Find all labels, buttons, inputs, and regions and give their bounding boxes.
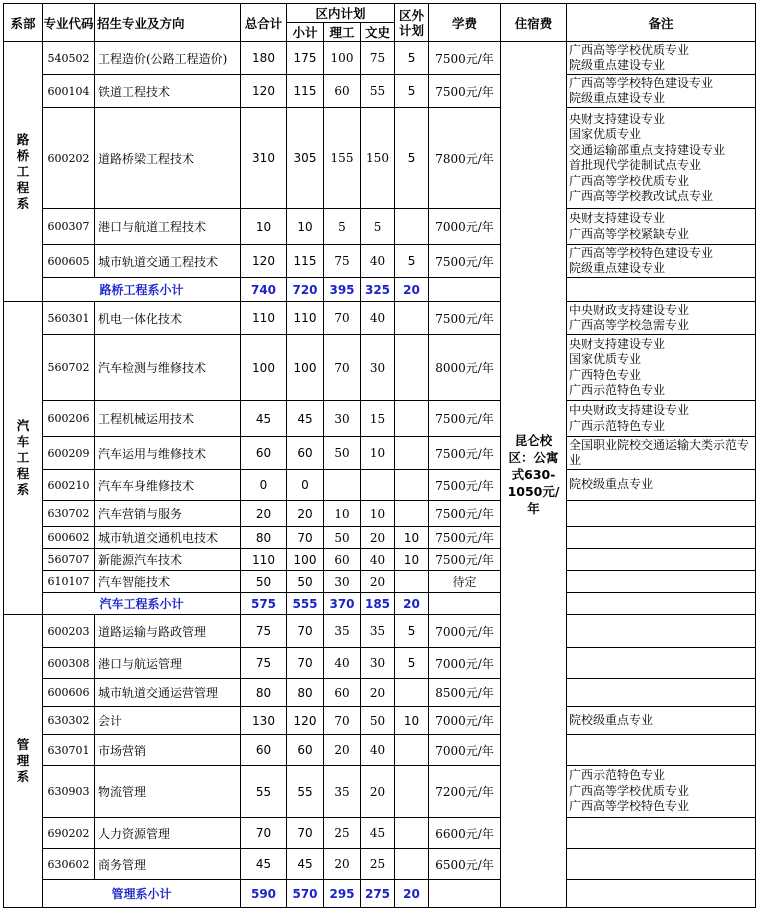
table-row (4, 108, 756, 209)
total-count: 70 (241, 818, 287, 849)
major-code: 600202 (43, 108, 95, 209)
major-code: 600605 (43, 245, 95, 278)
remarks-cell (567, 302, 756, 335)
inner-subtotal: 20 (287, 501, 324, 527)
major-code: 600210 (43, 470, 95, 501)
header-major: 招生专业及方向 (95, 4, 241, 42)
remark-line: 广西高等学校特色建设专业 (569, 75, 714, 90)
arts-count: 50 (361, 707, 395, 735)
header-lodging: 住宿费 (501, 4, 567, 42)
tuition-fee: 6500元/年 (429, 849, 501, 880)
science-count: 50 (324, 527, 361, 549)
major-name: 城市轨道交通运营管理 (95, 679, 241, 707)
total-count: 180 (241, 42, 287, 75)
tuition-fee: 7000元/年 (429, 735, 501, 766)
subtotal-row (4, 593, 756, 615)
remarks-cell (567, 401, 756, 437)
arts-count: 10 (361, 437, 395, 470)
tuition-fee: 7500元/年 (429, 470, 501, 501)
remark-line: 央财支持建设专业 (569, 111, 666, 126)
remarks-cell (567, 849, 756, 880)
major-name: 铁道工程技术 (95, 75, 241, 108)
major-code: 560301 (43, 302, 95, 335)
major-code: 630903 (43, 766, 95, 818)
outer-count (395, 849, 429, 880)
tuition-fee: 8000元/年 (429, 335, 501, 401)
total-count: 130 (241, 707, 287, 735)
table-body (4, 42, 756, 908)
science-count: 5 (324, 209, 361, 245)
table-row (4, 766, 756, 818)
header-fee: 学费 (429, 4, 501, 42)
header-total: 总合计 (241, 4, 287, 42)
science-count: 50 (324, 437, 361, 470)
major-name: 汽车运用与维修技术 (95, 437, 241, 470)
outer-count: 5 (395, 75, 429, 108)
inner-subtotal: 80 (287, 679, 324, 707)
inner-subtotal: 60 (287, 735, 324, 766)
remark-line: 广西高等学校紧缺专业 (569, 226, 690, 241)
subtotal-fee (429, 880, 501, 908)
table-row (4, 501, 756, 527)
science-count: 35 (324, 615, 361, 648)
remarks-cell (567, 679, 756, 707)
inner-subtotal: 115 (287, 75, 324, 108)
total-count: 310 (241, 108, 287, 209)
table-row (4, 707, 756, 735)
subtotal-science: 295 (324, 880, 361, 908)
major-name: 工程造价(公路工程造价) (95, 42, 241, 75)
outer-count (395, 302, 429, 335)
science-count: 100 (324, 42, 361, 75)
remarks-cell (567, 501, 756, 527)
major-name: 汽车车身维修技术 (95, 470, 241, 501)
science-count: 30 (324, 571, 361, 593)
tuition-fee: 7500元/年 (429, 302, 501, 335)
table-row (4, 245, 756, 278)
header-dept: 系部 (4, 4, 43, 42)
table-row (4, 527, 756, 549)
table-row (4, 549, 756, 571)
total-count: 120 (241, 75, 287, 108)
tuition-fee: 7000元/年 (429, 707, 501, 735)
major-name: 商务管理 (95, 849, 241, 880)
subtotal-inner: 720 (287, 278, 324, 302)
remark-line: 国家优质专业 (569, 127, 642, 141)
remark-line: 央财支持建设专业 (569, 336, 666, 351)
outer-count (395, 437, 429, 470)
inner-subtotal: 70 (287, 648, 324, 679)
remark-line: 广西高等学校特色建设专业 (569, 245, 714, 260)
remarks-cell (567, 335, 756, 401)
arts-count: 20 (361, 679, 395, 707)
total-count: 50 (241, 571, 287, 593)
outer-count: 10 (395, 707, 429, 735)
remark-line: 院校级重点专业 (569, 712, 654, 727)
tuition-fee: 7500元/年 (429, 42, 501, 75)
total-count: 60 (241, 437, 287, 470)
tuition-fee: 7800元/年 (429, 108, 501, 209)
major-code: 600307 (43, 209, 95, 245)
major-name: 人力资源管理 (95, 818, 241, 849)
arts-count: 40 (361, 302, 395, 335)
science-count: 20 (324, 849, 361, 880)
arts-count: 10 (361, 501, 395, 527)
major-name: 会计 (95, 707, 241, 735)
major-code: 560702 (43, 335, 95, 401)
inner-subtotal: 45 (287, 849, 324, 880)
major-code: 610107 (43, 571, 95, 593)
inner-subtotal: 70 (287, 615, 324, 648)
arts-count: 20 (361, 527, 395, 549)
total-count: 75 (241, 648, 287, 679)
major-code: 630701 (43, 735, 95, 766)
major-code: 600308 (43, 648, 95, 679)
outer-count (395, 818, 429, 849)
outer-count (395, 766, 429, 818)
arts-count: 15 (361, 401, 395, 437)
remark-line: 院级重点建设专业 (569, 261, 666, 275)
dept-cell: 路 桥 工 程 系 (4, 42, 43, 302)
subtotal-arts: 275 (361, 880, 395, 908)
subtotal-outer: 20 (395, 880, 429, 908)
science-count: 30 (324, 401, 361, 437)
arts-count: 20 (361, 766, 395, 818)
inner-subtotal: 100 (287, 549, 324, 571)
arts-count: 5 (361, 209, 395, 245)
tuition-fee: 7500元/年 (429, 75, 501, 108)
subtotal-arts: 325 (361, 278, 395, 302)
science-count: 20 (324, 735, 361, 766)
remarks-cell (567, 766, 756, 818)
subtotal-inner: 570 (287, 880, 324, 908)
major-name: 市场营销 (95, 735, 241, 766)
outer-count: 10 (395, 549, 429, 571)
table-row (4, 209, 756, 245)
subtotal-science: 370 (324, 593, 361, 615)
table-row (4, 679, 756, 707)
table-row (4, 437, 756, 470)
major-code: 560707 (43, 549, 95, 571)
outer-count (395, 679, 429, 707)
major-code: 540502 (43, 42, 95, 75)
remark-line: 全国职业院校交通运输大类示范专 (569, 437, 750, 452)
remark-line: 广西高等学校教改试点专业 (569, 189, 714, 203)
science-count: 40 (324, 648, 361, 679)
science-count: 35 (324, 766, 361, 818)
outer-count (395, 401, 429, 437)
science-count (324, 470, 361, 501)
science-count: 70 (324, 302, 361, 335)
remark-line: 院级重点建设专业 (569, 91, 666, 105)
table-row (4, 849, 756, 880)
major-code: 630302 (43, 707, 95, 735)
major-name: 港口与航运管理 (95, 648, 241, 679)
outer-count: 5 (395, 42, 429, 75)
major-name: 汽车营销与服务 (95, 501, 241, 527)
remarks-cell (567, 209, 756, 245)
arts-count: 25 (361, 849, 395, 880)
subtotal-science: 395 (324, 278, 361, 302)
remark-line: 中央财政支持建设专业 (569, 302, 690, 317)
outer-count (395, 735, 429, 766)
total-count: 60 (241, 735, 287, 766)
major-name: 港口与航道工程技术 (95, 209, 241, 245)
arts-count: 35 (361, 615, 395, 648)
total-count: 75 (241, 615, 287, 648)
remarks-cell (567, 549, 756, 571)
total-count: 20 (241, 501, 287, 527)
remarks-cell (567, 707, 756, 735)
remark-line: 广西高等学校特色专业 (569, 799, 690, 814)
major-name: 城市轨道交通机电技术 (95, 527, 241, 549)
major-name: 道路运输与路政管理 (95, 615, 241, 648)
header-note: 备注 (567, 4, 756, 42)
remark-line: 业 (569, 453, 582, 467)
arts-count: 40 (361, 245, 395, 278)
dept-cell: 管 理 系 (4, 615, 43, 908)
arts-count: 45 (361, 818, 395, 849)
header-outer-plan: 区外 计划 (395, 4, 429, 42)
table-row (4, 75, 756, 108)
tuition-fee: 7200元/年 (429, 766, 501, 818)
inner-subtotal: 305 (287, 108, 324, 209)
major-code: 600602 (43, 527, 95, 549)
tuition-fee: 7500元/年 (429, 245, 501, 278)
arts-count: 40 (361, 735, 395, 766)
tuition-fee: 待定 (429, 571, 501, 593)
tuition-fee: 7500元/年 (429, 549, 501, 571)
inner-subtotal: 115 (287, 245, 324, 278)
arts-count: 30 (361, 335, 395, 401)
major-code: 600606 (43, 679, 95, 707)
total-count: 0 (241, 470, 287, 501)
major-name: 汽车检测与维修技术 (95, 335, 241, 401)
subtotal-label: 汽车工程系小计 (43, 593, 241, 615)
subtotal-total: 590 (241, 880, 287, 908)
remark-line: 广西高等学校优质专业 (569, 783, 690, 798)
major-code: 630702 (43, 501, 95, 527)
remark-line: 广西高等学校急需专业 (569, 318, 690, 332)
remarks-cell (567, 75, 756, 108)
table-row (4, 571, 756, 593)
header-arts: 文史 (361, 23, 395, 42)
enrollment-plan-table (3, 3, 756, 908)
remark-line: 广西高等学校优质专业 (569, 42, 690, 57)
remarks-cell (567, 108, 756, 209)
outer-count: 10 (395, 527, 429, 549)
subtotal-outer: 20 (395, 278, 429, 302)
remark-line: 广西示范特色专业 (569, 768, 666, 783)
outer-count (395, 501, 429, 527)
science-count: 10 (324, 501, 361, 527)
arts-count: 55 (361, 75, 395, 108)
major-name: 机电一体化技术 (95, 302, 241, 335)
remark-line: 广西示范特色专业 (569, 418, 666, 433)
header-inner-plan: 区内计划 (287, 4, 395, 23)
remarks-cell (567, 571, 756, 593)
inner-subtotal: 10 (287, 209, 324, 245)
dept-cell: 汽 车 工 程 系 (4, 302, 43, 615)
major-code: 600104 (43, 75, 95, 108)
table-row (4, 648, 756, 679)
remark-line: 交通运输部重点支持建设专业 (569, 142, 726, 157)
subtotal-fee (429, 278, 501, 302)
major-code: 600203 (43, 615, 95, 648)
outer-count (395, 335, 429, 401)
major-name: 工程机械运用技术 (95, 401, 241, 437)
tuition-fee: 6600元/年 (429, 818, 501, 849)
arts-count: 75 (361, 42, 395, 75)
remark-line: 广西特色专业 (569, 367, 642, 382)
subtotal-fee (429, 593, 501, 615)
remark-line: 广西高等学校优质专业 (569, 173, 690, 188)
outer-count: 5 (395, 108, 429, 209)
subtotal-arts: 185 (361, 593, 395, 615)
major-code: 600206 (43, 401, 95, 437)
major-code: 600209 (43, 437, 95, 470)
tuition-fee: 7500元/年 (429, 527, 501, 549)
total-count: 110 (241, 302, 287, 335)
total-count: 45 (241, 849, 287, 880)
outer-count (395, 470, 429, 501)
total-count: 55 (241, 766, 287, 818)
subtotal-label: 管理系小计 (43, 880, 241, 908)
major-name: 城市轨道交通工程技术 (95, 245, 241, 278)
science-count: 70 (324, 707, 361, 735)
table-row (4, 302, 756, 335)
subtotal-remarks (567, 278, 756, 302)
remarks-cell (567, 818, 756, 849)
major-name: 新能源汽车技术 (95, 549, 241, 571)
remarks-cell (567, 470, 756, 501)
subtotal-row (4, 880, 756, 908)
outer-count: 5 (395, 245, 429, 278)
table-row (4, 401, 756, 437)
arts-count: 30 (361, 648, 395, 679)
table-row (4, 470, 756, 501)
science-count: 60 (324, 679, 361, 707)
total-count: 80 (241, 527, 287, 549)
subtotal-row (4, 278, 756, 302)
total-count: 10 (241, 209, 287, 245)
remark-line: 央财支持建设专业 (569, 211, 666, 225)
table-row (4, 42, 756, 75)
inner-subtotal: 70 (287, 818, 324, 849)
total-count: 100 (241, 335, 287, 401)
remark-line: 院级重点建设专业 (569, 58, 666, 72)
outer-count: 5 (395, 648, 429, 679)
science-count: 155 (324, 108, 361, 209)
remarks-cell (567, 527, 756, 549)
remark-line: 首批现代学徒制试点专业 (569, 158, 702, 172)
subtotal-remarks (567, 880, 756, 908)
inner-subtotal: 70 (287, 527, 324, 549)
subtotal-label: 路桥工程系小计 (43, 278, 241, 302)
total-count: 80 (241, 679, 287, 707)
inner-subtotal: 175 (287, 42, 324, 75)
science-count: 25 (324, 818, 361, 849)
science-count: 75 (324, 245, 361, 278)
table-row (4, 615, 756, 648)
header-science: 理工 (324, 23, 361, 42)
tuition-fee: 7500元/年 (429, 437, 501, 470)
arts-count: 150 (361, 108, 395, 209)
remarks-cell (567, 648, 756, 679)
table-row (4, 335, 756, 401)
inner-subtotal: 55 (287, 766, 324, 818)
inner-subtotal: 110 (287, 302, 324, 335)
major-name: 物流管理 (95, 766, 241, 818)
arts-count: 40 (361, 549, 395, 571)
major-name: 汽车智能技术 (95, 571, 241, 593)
subtotal-total: 575 (241, 593, 287, 615)
inner-subtotal: 100 (287, 335, 324, 401)
tuition-fee: 8500元/年 (429, 679, 501, 707)
lodging-fee: 昆仑校区：公寓式630-1050元/年 (501, 42, 567, 908)
subtotal-inner: 555 (287, 593, 324, 615)
tuition-fee: 7000元/年 (429, 615, 501, 648)
outer-count (395, 209, 429, 245)
tuition-fee: 7000元/年 (429, 648, 501, 679)
arts-count (361, 470, 395, 501)
total-count: 45 (241, 401, 287, 437)
arts-count: 20 (361, 571, 395, 593)
major-code: 630602 (43, 849, 95, 880)
header-code: 专业代码 (43, 4, 95, 42)
science-count: 60 (324, 549, 361, 571)
major-name: 道路桥梁工程技术 (95, 108, 241, 209)
inner-subtotal: 45 (287, 401, 324, 437)
science-count: 60 (324, 75, 361, 108)
header-subtotal: 小计 (287, 23, 324, 42)
tuition-fee: 7500元/年 (429, 501, 501, 527)
outer-count (395, 571, 429, 593)
table-row (4, 735, 756, 766)
total-count: 110 (241, 549, 287, 571)
inner-subtotal: 120 (287, 707, 324, 735)
remarks-cell (567, 245, 756, 278)
remark-line: 中央财政支持建设专业 (569, 403, 690, 417)
major-code: 690202 (43, 818, 95, 849)
tuition-fee: 7000元/年 (429, 209, 501, 245)
inner-subtotal: 50 (287, 571, 324, 593)
table-row (4, 818, 756, 849)
remarks-cell (567, 42, 756, 75)
inner-subtotal: 0 (287, 470, 324, 501)
subtotal-total: 740 (241, 278, 287, 302)
remark-line: 院校级重点专业 (569, 477, 654, 492)
subtotal-remarks (567, 593, 756, 615)
remarks-cell (567, 735, 756, 766)
tuition-fee: 7500元/年 (429, 401, 501, 437)
outer-count: 5 (395, 615, 429, 648)
remark-line: 广西示范特色专业 (569, 383, 666, 397)
subtotal-outer: 20 (395, 593, 429, 615)
inner-subtotal: 60 (287, 437, 324, 470)
remarks-cell (567, 437, 756, 470)
remark-line: 国家优质专业 (569, 352, 642, 366)
science-count: 70 (324, 335, 361, 401)
remarks-cell (567, 615, 756, 648)
total-count: 120 (241, 245, 287, 278)
